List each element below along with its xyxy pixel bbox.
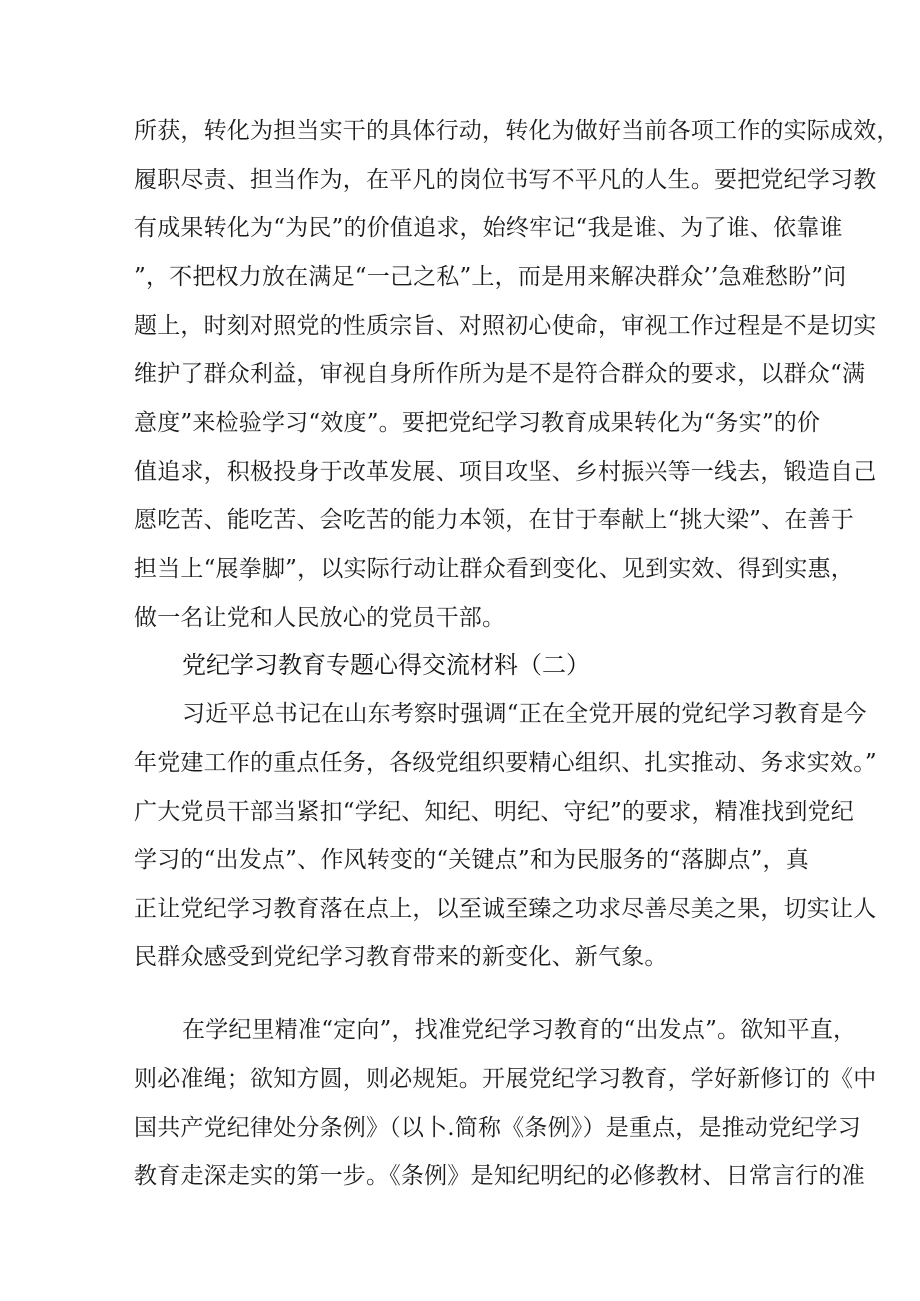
paragraph-1-line-10: 担当上“展拳脚”，以实际行动让群众看到变化、见到实效、得到实惠， [134, 556, 854, 582]
paragraph-2-line-2: 年党建工作的重点任务，各级党组织要精心组织、扎实推动、务求实效。” [134, 750, 877, 776]
paragraph-3-line-2: 则必准绳；欲知方圆，则必规矩。开展党纪学习教育，学好新修订的《中 [134, 1066, 877, 1092]
paragraph-1-line-4: ”，不把权力放在满足“一己之私”上，而是用来解决群众’’急难愁盼”问 [134, 264, 847, 290]
paragraph-1-line-2: 履职尽责、担当作为，在平凡的岗位书写不平凡的人生。要把党纪学习教 [134, 167, 877, 193]
paragraph-1-line-11: 做一名让党和人民放心的党员干部。 [134, 605, 506, 631]
paragraph-1-line-1: 所获，转化为担当实干的具体行动，转化为做好当前各项工作的实际成效， [134, 118, 900, 144]
paragraph-1-line-3: 有成果转化为“为民”的价值追求，始终牢记“我是谁、为了谁、依靠谁 [134, 215, 843, 241]
paragraph-2-line-4: 学习的“出发点”、作风转变的“关键点”和为民服务的“落脚点”，真 [134, 847, 809, 873]
paragraph-2-line-6: 民群众感受到党纪学习教育带来的新变化、新气象。 [134, 944, 668, 970]
paragraph-1-line-8: 值追求，积极投身于改革发展、项目攻坚、乡村振兴等一线去，锻造自己 [134, 459, 877, 485]
paragraph-1-line-7: 意度”来检验学习“效度”。要把党纪学习教育成果转化为“务实”的价 [134, 410, 821, 436]
section-heading: 党纪学习教育专题心得交流材料（二） [182, 651, 590, 679]
paragraph-1-line-9: 愿吃苦、能吃苦、会吃苦的能力本领，在甘于奉献上“挑大梁”、在善于 [134, 507, 854, 533]
paragraph-2-line-1: 习近平总书记在山东考察时强调“正在全党开展的党纪学习教育是今 [182, 701, 867, 727]
paragraph-3-line-1: 在学纪里精准“定向”，找准党纪学习教育的“出发点”。欲知平直， [182, 1017, 857, 1043]
paragraph-3-line-4: 教育走深走实的第一步。《条例》是知纪明纪的必修教材、日常言行的准 [134, 1163, 865, 1189]
paragraph-2-line-3: 广大党员干部当紧扣“学纪、知纪、明纪、守纪”的要求，精准找到党纪 [134, 799, 854, 825]
paragraph-1-line-6: 维护了群众利益，审视自身所作所为是不是符合群众的要求，以群众“满 [134, 361, 866, 387]
paragraph-1-line-5: 题上，时刻对照党的性质宗旨、对照初心使命，审视工作过程是不是切实 [134, 313, 877, 339]
paragraph-2-line-5: 正让党纪学习教育落在点上，以至诚至臻之功求尽善尽美之果，切实让人 [134, 896, 877, 922]
paragraph-3-line-3: 国共产党纪律处分条例》（以卜.简称《条例》）是重点，是推动党纪学习 [134, 1115, 861, 1141]
